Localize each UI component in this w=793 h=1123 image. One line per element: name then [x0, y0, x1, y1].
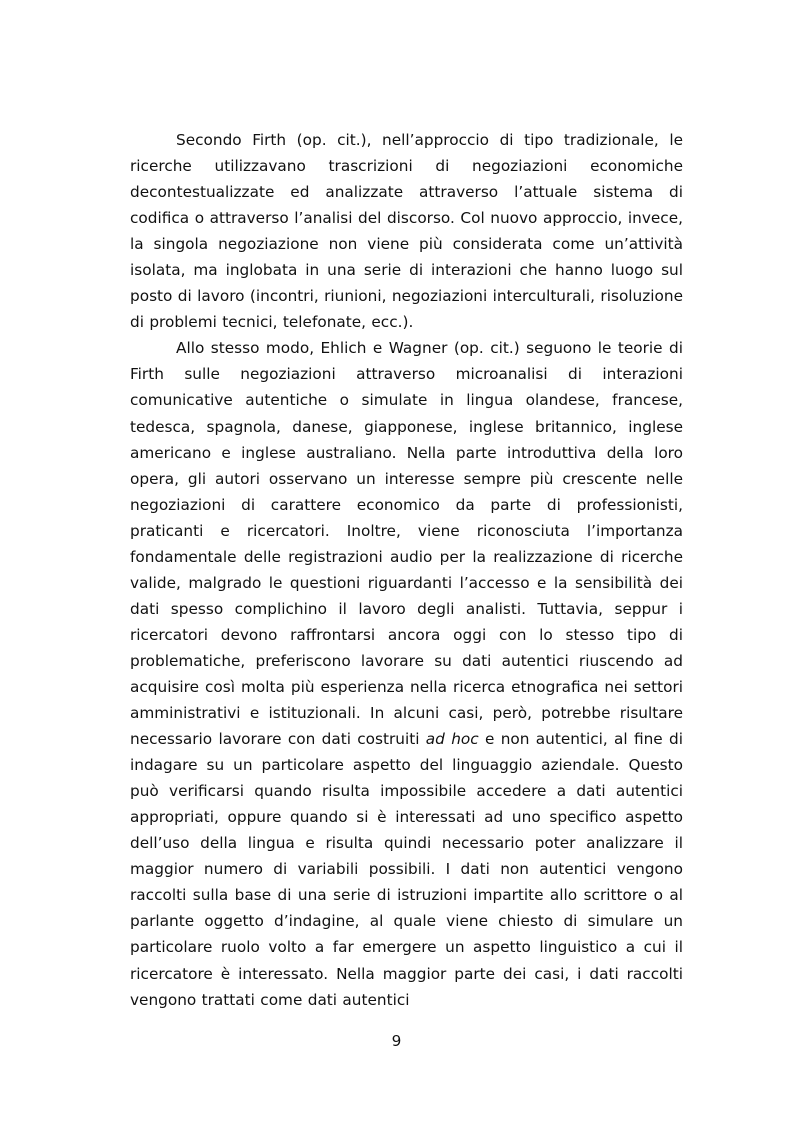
paragraph-ehlich-wagner: [130, 335, 683, 1012]
paragraph-firth: Secondo Firth (op. cit.), nell’approccio di tipo tradizionale, le ricerche utilizzavano trascrizioni di negoziazioni economiche decontestualizzate ed analizzate attraverso l’attuale sistema di codifica o attraverso l’analisi del discorso. Col nuovo approccio, invece, la singola negoziazione non viene più considerata come un’attività isolata, ma inglobata in una serie di interazioni che hanno luogo sul posto di lavoro (incontri, riunioni, negoziazioni interculturali, risoluzione di problemi tecnici, telefonate, ecc.).: [130, 131, 683, 332]
paragraph-text-segment: e non autentici, al fine di indagare su un particolare aspetto del linguaggio aziendale. Questo può verificarsi quando risulta impossibile accedere a dati autentici appropriati, oppure quando si è interessati ad uno specifico aspetto dell’uso della lingua e risulta quindi necessario poter analizzare il maggior numero di variabili possibili. I dati non autentici vengono raccolti sulla base di una serie di istruzioni impartite allo scrittore o al parlante oggetto d’indagine, al quale viene chiesto di simulare un particolare ruolo volto a far emergere un aspetto linguistico a cui il ricercatore è interessato. Nella maggior parte dei casi, i dati raccolti vengono trattati come dati autentici: [130, 730, 683, 1009]
page-body: [130, 127, 683, 1013]
page-number: 9: [391, 1032, 402, 1050]
italic-term: ad hoc: [425, 730, 479, 749]
paragraph-text-segment: Allo stesso modo, Ehlich e Wagner (op. cit.) seguono le teorie di Firth sulle negoziazioni attraverso microanalisi di interazioni comunicative autentiche o simulate in lingua olandese, francese, tedesca, spagnola, danese, giapponese, inglese britannico, inglese americano e inglese australiano. Nella parte introduttiva della loro opera, gli autori osservano un interesse sempre più crescente nelle negoziazioni di carattere economico da parte di professionisti, praticanti e ricercatori. Inoltre, viene riconosciuta l’importanza fondamentale delle registrazioni audio per la realizzazione di ricerche valide, malgrado le questioni riguardanti l’accesso e la sensibilità dei dati spesso complichino il lavoro degli analisti. Tuttavia, seppur i ricercatori devono raffrontarsi ancora oggi con lo stesso tipo di problematiche, preferiscono lavorare su dati autentici riuscendo ad acquisire così molta più esperienza nella ricerca etnografica nei settori amministrativi e istituzionali. In alcuni casi, però, potrebbe risultare necessario lavorare con dati costruiti: [130, 339, 683, 749]
